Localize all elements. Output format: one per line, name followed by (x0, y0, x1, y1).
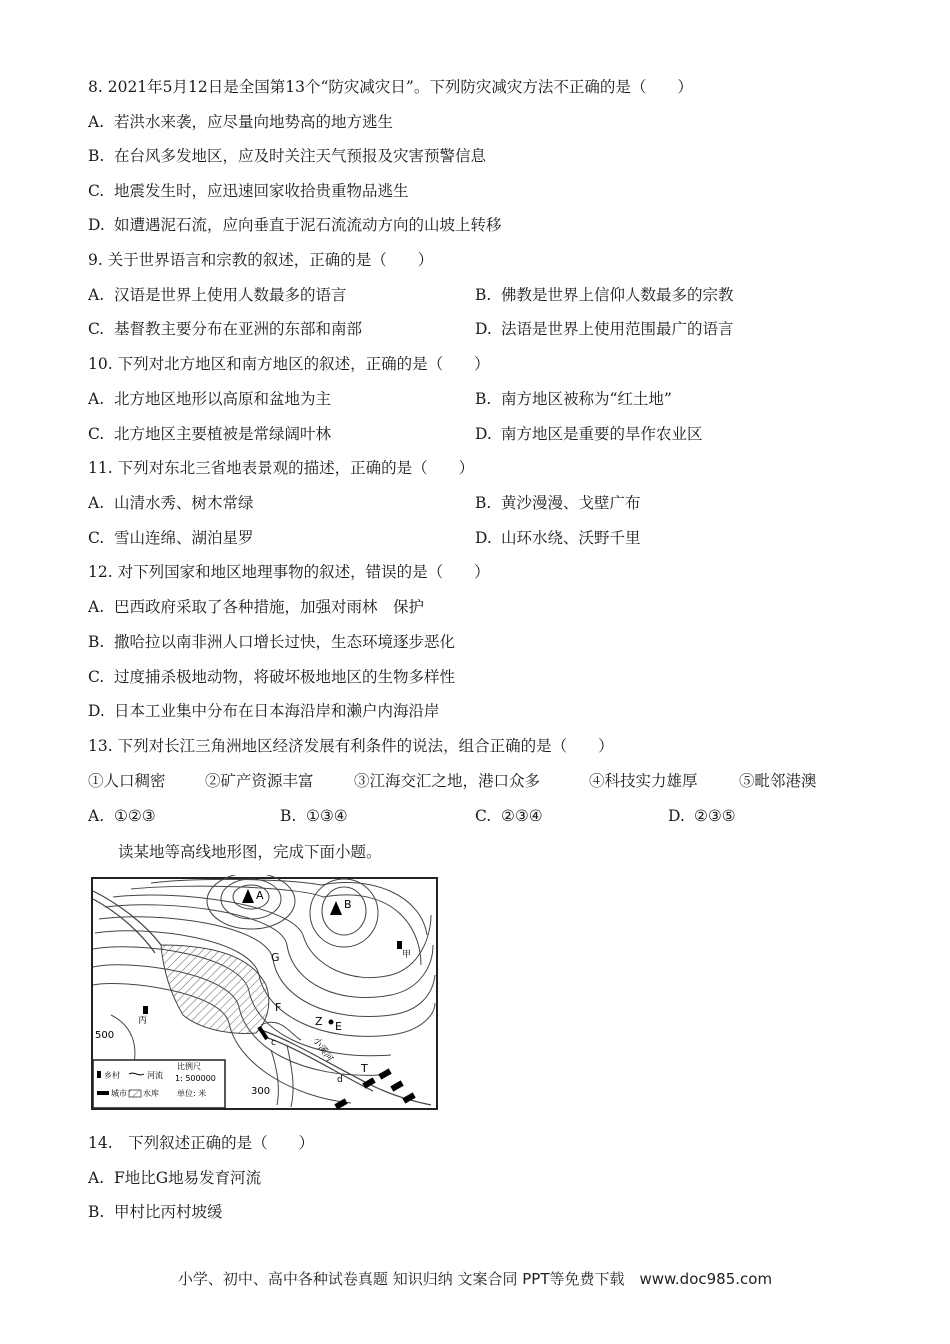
q13-stem: 13. 下列对长江三角洲地区经济发展有利条件的说法，组合正确的是（ ） (88, 737, 614, 755)
q13-option-b: B. ①③④ (280, 807, 348, 825)
legend-city-icon (97, 1091, 109, 1095)
q10-option-c: C. 北方地区主要植被是常绿阔叶林 (88, 425, 332, 443)
q14-option-a: A. F地比G地易发育河流 (88, 1169, 262, 1187)
q8-option-c: C. 地震发生时，应迅速回家收拾贵重物品逃生 (88, 182, 409, 200)
legend-unit: 单位: 米 (177, 1089, 207, 1098)
q9-option-c: C. 基督教主要分布在亚洲的东部和南部 (88, 320, 363, 338)
q11-option-b: B. 黄沙漫漫、戈壁广布 (475, 494, 641, 512)
label-d: d (337, 1075, 343, 1085)
legend-box (93, 1060, 225, 1108)
q10-stem: 10. 下列对北方地区和南方地区的叙述，正确的是（ ） (88, 355, 490, 373)
q8-option-a: A. 若洪水来袭，应尽量向地势高的地方逃生 (88, 113, 394, 131)
q13-option-d: D. ②③⑤ (668, 807, 736, 825)
label-t: T (361, 1062, 368, 1075)
legend-scale-title: 比例尺 (177, 1062, 201, 1071)
legend-city: 城市 (111, 1089, 127, 1098)
label-bing: 丙 (138, 1016, 148, 1026)
q9-stem: 9. 关于世界语言和宗教的叙述，正确的是（ ） (88, 251, 434, 269)
q10-option-a: A. 北方地区地形以高原和盆地为主 (88, 390, 332, 408)
page-footer: 小学、初中、高中各种试卷真题 知识归纳 文案合同 PPT等免费下载 www.doc985.com (177, 1270, 773, 1288)
contour-300: 300 (251, 1086, 271, 1097)
legend-river: 河流 (147, 1071, 163, 1080)
legend-reservoir: 水库 (143, 1089, 159, 1098)
legend-scale: 1: 500000 (175, 1074, 216, 1083)
q8-option-d: D. 如遭遇泥石流，应向垂直于泥石流流动方向的山坡上转移 (88, 216, 502, 234)
q12-option-a: A. 巴西政府采取了各种措施，加强对雨林 保护 (88, 598, 425, 616)
q12-option-b: B. 撒哈拉以南非洲人口增长过快，生态环境逐步恶化 (88, 633, 456, 651)
q8-option-b: B. 在台风多发地区，应及时关注天气预报及灾害预警信息 (88, 147, 487, 165)
q10-option-d: D. 南方地区是重要的旱作农业区 (475, 425, 703, 443)
map-intro: 读某地等高线地形图，完成下面小题。 (118, 843, 382, 861)
point-e-marker (329, 1020, 334, 1025)
q11-stem: 11. 下列对东北三省地表景观的描述，正确的是（ ） (88, 459, 475, 477)
legend-village: 乡村 (104, 1071, 120, 1080)
q9-option-b: B. 佛教是世界上信仰人数最多的宗教 (475, 286, 734, 304)
q12-option-d: D. 日本工业集中分布在日本海沿岸和濑户内海沿岸 (88, 702, 440, 720)
legend-reservoir-icon (129, 1090, 141, 1097)
q8-stem: 8. 2021年5月12日是全国第13个“防灾减灾日”。下列防灾减灾方法不正确的是（ ） (88, 78, 693, 96)
q9-option-a: A. 汉语是世界上使用人数最多的语言 (88, 286, 347, 304)
q14-stem: 14. 下列叙述正确的是（ ） (88, 1134, 315, 1152)
contour-map (91, 875, 439, 1112)
village-bing-icon (143, 1006, 148, 1014)
q11-option-a: A. 山清水秀、树木常绿 (88, 494, 254, 512)
label-jia: 甲 (402, 950, 412, 960)
q13-item-4: ④科技实力雄厚 (589, 772, 698, 790)
label-e: E (335, 1020, 342, 1033)
q12-option-c: C. 过度捕杀极地动物，将破坏极地地区的生物多样性 (88, 668, 456, 686)
q13-item-2: ②矿产资源丰富 (205, 772, 314, 790)
label-g: G (271, 951, 280, 964)
label-a: A (256, 889, 264, 902)
q13-option-a: A. ①②③ (88, 807, 156, 825)
q11-option-c: C. 雪山连绵、湖泊星罗 (88, 529, 254, 547)
q11-option-d: D. 山环水绕、沃野千里 (475, 529, 641, 547)
contour-500: 500 (95, 1030, 115, 1041)
q12-stem: 12. 对下列国家和地区地理事物的叙述，错误的是（ ） (88, 563, 490, 581)
label-z: Z (315, 1015, 323, 1028)
river-label: 小溪河 (310, 1035, 335, 1064)
q13-option-c: C. ②③④ (475, 807, 543, 825)
q13-item-1: ①人口稠密 (88, 772, 166, 790)
q9-option-d: D. 法语是世界上使用范围最广的语言 (475, 320, 734, 338)
legend-village-icon (97, 1071, 101, 1078)
q13-item-5: ⑤毗邻港澳 (739, 772, 817, 790)
label-f: F (275, 1001, 282, 1014)
q13-item-3: ③江海交汇之地，港口众多 (354, 772, 541, 790)
label-b: B (344, 898, 352, 911)
village-jia-icon (397, 941, 402, 949)
q14-option-b: B. 甲村比丙村坡缓 (88, 1203, 223, 1221)
label-c: c (271, 1038, 276, 1048)
q10-option-b: B. 南方地区被称为“红土地” (475, 390, 672, 408)
